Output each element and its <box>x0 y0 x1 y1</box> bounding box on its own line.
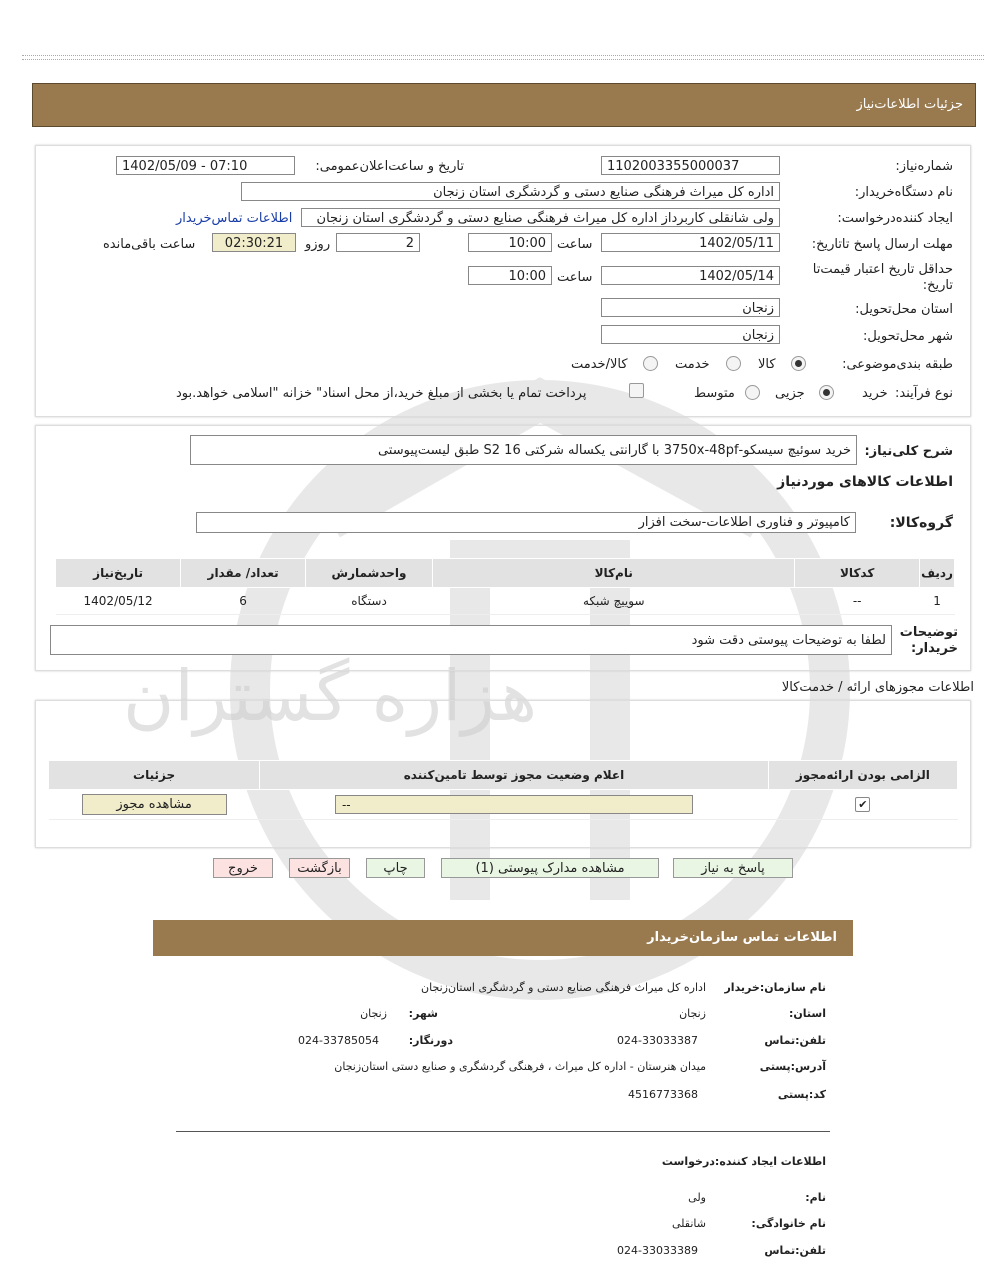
header-code: کدکالا <box>795 559 920 588</box>
goods-info-title: اطلاعات کالاهای مورد‌نیاز <box>777 474 953 490</box>
process-buy: خرید <box>862 386 888 401</box>
validity-time-field: 10:00 <box>468 266 552 285</box>
creator-phone-value: 024-33033389 <box>617 1244 698 1257</box>
buyer-notes-field: لطفا به توضیحات پیوستی دقت شود <box>50 625 892 655</box>
permits-table-header <box>49 761 958 790</box>
goods-group-field: کامپیوتر و فناوری اطلاعات-سخت افزار <box>196 512 856 533</box>
payment-checkbox[interactable] <box>629 383 644 398</box>
category-radio-goods-service[interactable] <box>643 356 658 371</box>
contact-province-value: زنجان <box>679 1007 706 1020</box>
validity-label: حداقل تاریخ اعتبار قیمت‌تا تاریخ: <box>812 262 953 293</box>
header-permit-details: جزئیات <box>49 761 260 790</box>
days-label: روزو <box>305 237 331 252</box>
permits-title: اطلاعات مجوزهای ارائه / خدمت‌کالا <box>781 680 974 695</box>
deadline-time-label: ساعت <box>557 237 593 252</box>
page-header <box>32 83 976 127</box>
process-option-medium: متوسط <box>694 386 735 401</box>
creator-family-label: نام خانوادگی: <box>751 1217 826 1230</box>
permit-required-cell <box>768 790 957 820</box>
announce-label: تاریخ و ساعت‌اعلان‌عمومی: <box>315 159 464 174</box>
process-radio-medium[interactable] <box>745 385 760 400</box>
category-radio-goods[interactable] <box>791 356 806 371</box>
back-button[interactable]: بازگشت <box>289 858 350 878</box>
contact-address-label: آدرس:پستی <box>759 1060 826 1073</box>
city-label: شهر محل‌تحویل: <box>863 329 953 344</box>
cell-row-number: 1 <box>920 588 955 615</box>
category-option-goods-service: کالا/خدمت <box>571 357 628 372</box>
creator-name-label: نام: <box>805 1191 826 1204</box>
contact-city-value: زنجان <box>360 1007 387 1020</box>
contact-header <box>153 920 853 956</box>
process-radio-partial[interactable] <box>819 385 834 400</box>
summary-field: خرید سوئیچ سیسکو-3750x-48pf با گارانتی یکساله شرکتی 16 S2 طبق لیست‌پیوستی <box>190 435 857 465</box>
permit-status-cell <box>260 790 769 820</box>
contact-fax-label: دورنگار: <box>408 1034 453 1047</box>
category-label: طبقه بندی‌موضوعی: <box>842 357 953 372</box>
contact-postal-label: کد:پستی <box>777 1088 826 1101</box>
view-permit-button[interactable]: مشاهده مجوز <box>82 794 227 815</box>
creator-field: ولی شانقلی کاربرداز اداره کل میراث فرهنگی صنایع دستی و گردشگری استان زنجان <box>301 208 780 227</box>
need-number-label: شماره‌نیاز: <box>895 159 953 174</box>
cell-need-date: 1402/05/12 <box>56 588 181 615</box>
permit-status-field[interactable]: -- <box>335 795 693 814</box>
city-field: زنجان <box>601 325 780 344</box>
process-label: نوع فرآیند: <box>895 386 953 401</box>
contact-divider <box>176 1131 830 1132</box>
contact-fax-value: 024-33785054 <box>298 1034 379 1047</box>
deadline-label: مهلت ارسال پاسخ تا‌تاریخ: <box>811 237 953 252</box>
category-option-service: خدمت <box>675 357 710 372</box>
header-need-date: تاریخ‌نیاز <box>56 559 181 588</box>
creator-family-value: شانقلی <box>671 1217 706 1230</box>
header-quantity: تعداد/ مقدار <box>181 559 306 588</box>
creator-phone-label: تلفن:تماس <box>764 1244 826 1257</box>
days-field: 2 <box>336 233 420 252</box>
org-label: نام سازمان:خریدار <box>724 981 826 994</box>
table-row <box>49 790 958 820</box>
cell-code: -- <box>795 588 920 615</box>
header-permit-required: الزامی بودن ارائه‌مجوز <box>768 761 957 790</box>
org-value: اداره کل میراث فرهنگی صنایع دستی و گردشگری استان‌زنجان <box>421 981 706 994</box>
deadline-time-field: 10:00 <box>468 233 552 252</box>
goods-group-label: گروه‌کالا: <box>889 515 953 531</box>
validity-date-field: 1402/05/14 <box>601 266 780 285</box>
creator-label: ایجاد کننده‌درخواست: <box>837 211 953 226</box>
contact-phone-value: 024-33033387 <box>617 1034 698 1047</box>
contact-province-label: استان: <box>789 1007 826 1020</box>
deadline-date-field: 1402/05/11 <box>601 233 780 252</box>
province-label: استان محل‌تحویل: <box>855 302 953 317</box>
need-number-field: 1102003355000037 <box>601 156 780 175</box>
summary-label: شرح کلی‌نیاز: <box>864 444 953 459</box>
contact-postal-value: 4516773368 <box>628 1088 698 1101</box>
buyer-contact-link[interactable]: اطلاعات تماس‌خریدار <box>176 211 293 226</box>
buyer-notes-label: توضیحات خریدار: <box>899 625 958 656</box>
creator-name-value: ولی <box>688 1191 706 1204</box>
header-row-number: ردیف <box>920 559 955 588</box>
print-button[interactable]: چاپ <box>366 858 425 878</box>
items-table-header <box>56 559 955 588</box>
header-name: نام‌کالا <box>433 559 795 588</box>
process-option-partial: جزیی <box>775 386 805 401</box>
contact-city-label: شهر: <box>408 1007 438 1020</box>
reply-button[interactable]: پاسخ به نیاز <box>673 858 793 878</box>
contact-address-value: میدان هنرستان - اداره کل میراث ، فرهنگی گردشگری و صنایع دستی استان‌زنجان <box>334 1060 706 1073</box>
remaining-label: ساعت باقی‌مانده <box>103 237 196 252</box>
watermark-text: هزاره گستران <box>122 655 538 737</box>
top-divider <box>22 55 984 60</box>
permit-required-checkbox[interactable]: ✔ <box>855 797 870 812</box>
contact-title: اطلاعات تماس سازمان‌خریدار <box>647 930 837 945</box>
cell-name: سوییچ شبکه <box>433 588 795 615</box>
page-title: جزئیات اطلاعات‌نیاز <box>856 97 963 112</box>
contact-phone-label: تلفن:تماس <box>764 1034 826 1047</box>
buyer-org-field: اداره کل میراث فرهنگی صنایع دستی و گردشگری استان زنجان <box>241 182 780 201</box>
validity-time-label: ساعت <box>557 270 593 285</box>
category-radio-service[interactable] <box>726 356 741 371</box>
payment-note: پرداخت تمام یا بخشی از مبلغ خرید،از محل اسناد" خزانه "اسلامی خواهد.بود <box>176 386 587 401</box>
header-unit: واحد‌شمارش <box>305 559 432 588</box>
attachments-button[interactable]: مشاهده مدارک پیوستی (1) <box>441 858 659 878</box>
permit-details-cell <box>49 790 260 820</box>
cell-quantity: 6 <box>181 588 306 615</box>
items-table <box>55 558 955 615</box>
category-option-goods: کالا <box>758 357 776 372</box>
cell-unit: دستگاه <box>305 588 432 615</box>
header-permit-status: اعلام وضعیت مجوز توسط تامین‌کننده <box>260 761 769 790</box>
buyer-org-label: نام دستگاه‌خریدار: <box>854 185 953 200</box>
permits-table <box>48 760 958 820</box>
province-field: زنجان <box>601 298 780 317</box>
creator-info-title: اطلاعات ایجاد کننده:درخواست <box>661 1155 826 1168</box>
table-row <box>56 588 955 615</box>
announce-field: 1402/05/09 - 07:10 <box>116 156 295 175</box>
remaining-time-field: 02:30:21 <box>212 233 296 252</box>
exit-button[interactable]: خروج <box>213 858 273 878</box>
